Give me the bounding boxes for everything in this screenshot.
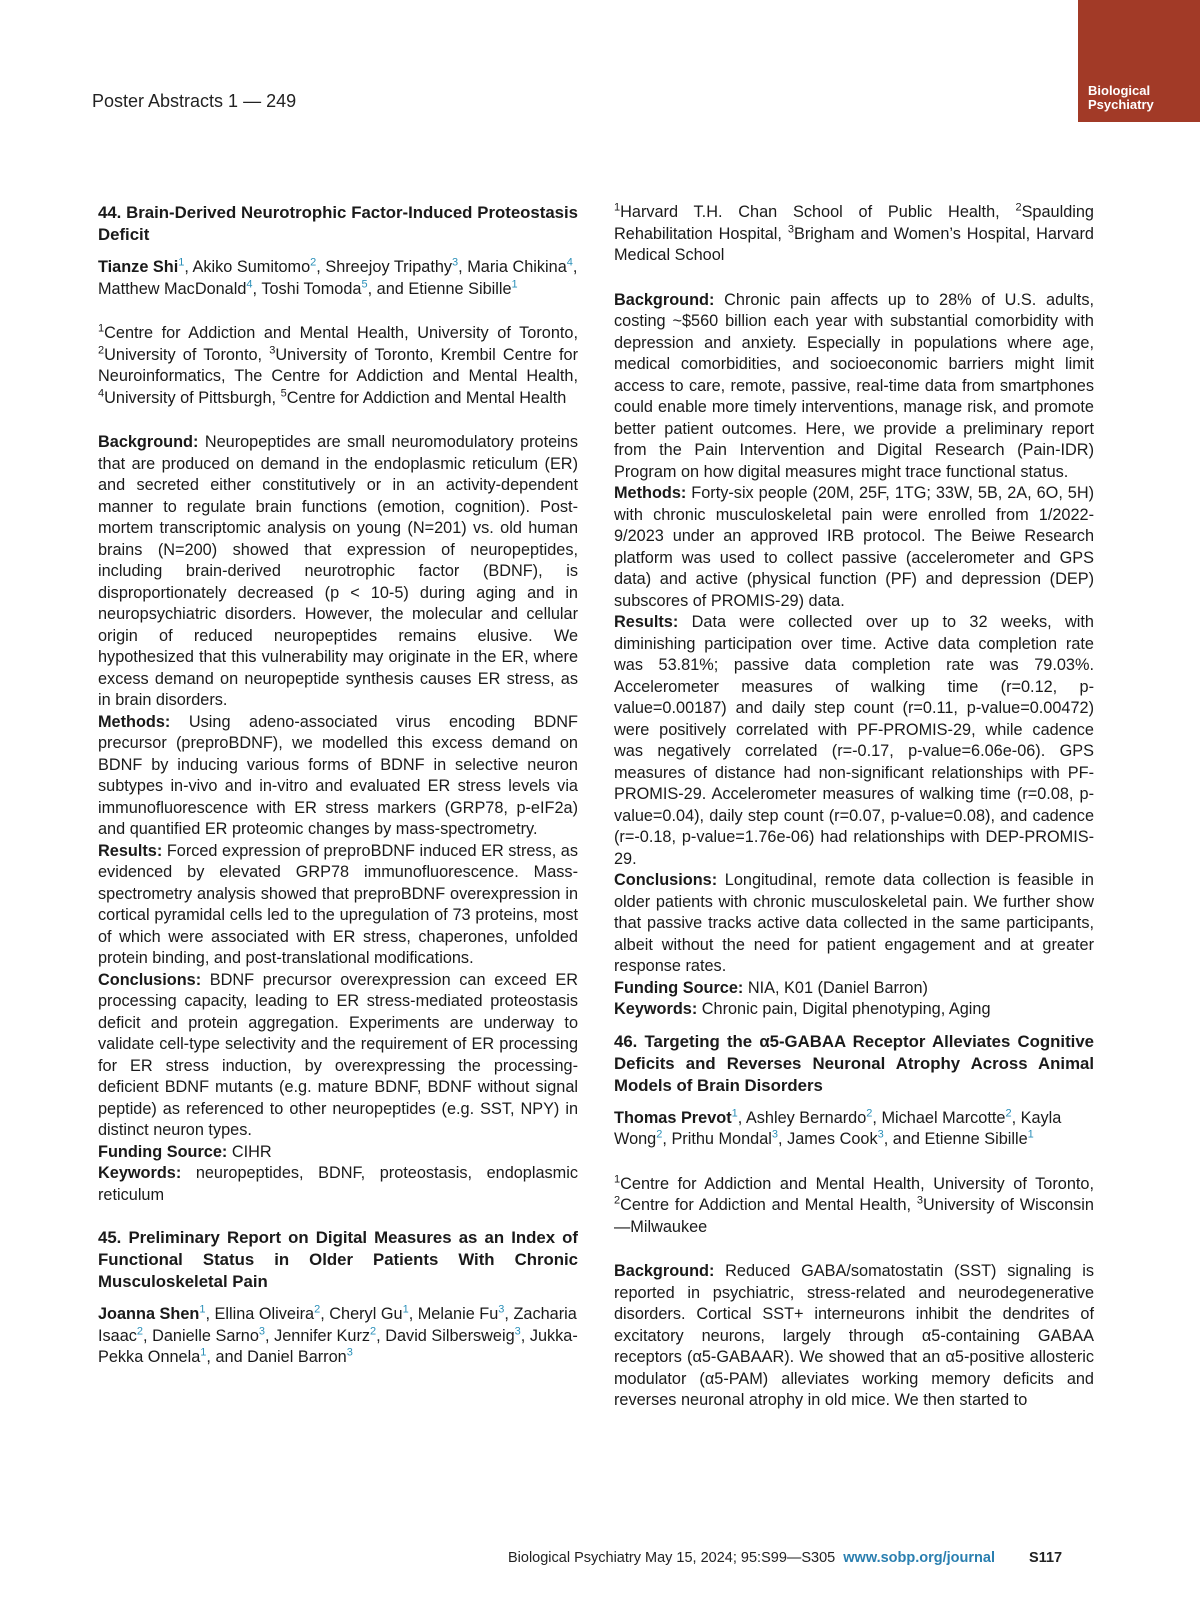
author-affiliation-marker: 1 (199, 1303, 206, 1316)
abstract-section (614, 1261, 1094, 1412)
section-label: Background: (98, 433, 205, 451)
affiliation-marker: 2 (98, 344, 105, 357)
affiliation-text: University of Wisconsin—Milwaukee (614, 1196, 1094, 1236)
section-label: Methods: (614, 484, 692, 502)
author-list: Tianze Shi$^1$, Akiko Sumitomo$^2$, Shreejoy Tripathy$^3$, Maria Chikina$^4$, Matthew MacDonald$^4$, Toshi Tomoda$^5$, and Etienne Sibille$^1$ (98, 256, 578, 298)
author-affiliation-marker: 2 (866, 1107, 873, 1120)
abstract-title: 44. Brain-Derived Neurotrophic Factor-Induced Proteostasis Deficit (98, 203, 578, 244)
author-name: Prithu Mondal (671, 1130, 772, 1148)
abstract-body (98, 432, 578, 1206)
author-affiliation-marker: 2 (370, 1325, 377, 1338)
affiliation-text: University of Toronto, (104, 345, 270, 364)
author-affiliation-marker: 2 (1005, 1107, 1012, 1120)
author-affiliation-marker: 2 (656, 1128, 663, 1141)
section-text: Using adeno-associated virus encoding BDNF precursor (preproBDNF), we modelled this excess demand on BDNF by inducing various forms of BDNF in selective neuron subtypes in-vivo and in-vitro and evaluated ER stress levels via immunofluorescence with ER stress markers (GRP78, p-eIF2a) and quantified ER proteomic changes by mass-spectrometry. (98, 712, 578, 838)
section-text: Chronic pain, Digital phenotyping, Aging (701, 1000, 991, 1018)
abstract-body (614, 290, 1094, 1021)
author-affiliation-marker: 3 (258, 1325, 266, 1338)
section-text: Reduced GABA/somatostatin (SST) signaling is reported in psychiatric, stress-related and neurodegenerative disorders. Cortical SST+ interneurons inhibit the dendrites of excitatory neurons, largely through α5-containing GABAA receptors (α5-GABAAR). We showed that an α5-positive allosteric modulator (α5-PAM) alleviates working memory deficits and reverses neuronal atrophy in old mice. We then started to (614, 1262, 1094, 1409)
section-text: Chronic pain affects up to 28% of U.S. adults, costing ~$560 billion each year with substantial comorbidity with depression and anxiety. Especially in populations where age, medical comorbidities, and socioeconomic barriers might limit access to care, remote, passive, real-time data from smartphones could enable more timely interventions, manage risk, and promote better patient outcomes. Here, we provide a preliminary report from the Pain Intervention and Digital Research (Pain-IDR) Program on how digital measures might trace functional status. (614, 290, 1094, 481)
abstract-section (614, 483, 1094, 612)
section-text: Forced expression of preproBDNF induced ER stress, as evidenced by elevated GRP78 immunofluorescence. Mass-spectrometry analysis showed that preproBDNF overexpression in cortical pyramidal cells led to the upregulation of 73 proteins, most of which were associated with ER stress, chaperones, unfolded protein binding, and post-translational modifications. (98, 841, 578, 967)
abstract-section (98, 841, 578, 970)
abstract-title: 46. Targeting the α5-GABAA Receptor Alleviates Cognitive Deficits and Reverses Neuronal Atrophy Across Animal Models of Brain Disorders (614, 1031, 1094, 1095)
affiliation-marker: 1 (98, 322, 105, 335)
author-affiliation-marker: 3 (452, 256, 459, 269)
author-name: Maria Chikina (467, 258, 567, 276)
abstract-section (614, 999, 1094, 1021)
affiliation-text: Centre for Addiction and Mental Health, (620, 1196, 917, 1214)
section-text: Forty-six people (20M, 25F, 1TG; 33W, 5B, 2A, 6O, 5H) with chronic musculoskeletal pain were enrolled from 1/2022-9/2023 under an approved IRB protocol. The Beiwe Research platform was used to collect passive (accelerometer and GPS data) and active (physical function (PF) and depression (DEP) subscores of PROMIS-29) data. (614, 484, 1095, 610)
section-label: Results: (614, 613, 692, 631)
section-label: Funding Source: (98, 1142, 232, 1161)
author-affiliation-marker: 2 (314, 1303, 321, 1316)
abstract-section (98, 432, 578, 712)
author-affiliation-marker: 2 (136, 1325, 144, 1338)
section-label: Results: (98, 841, 167, 860)
affiliation-text: Centre for Addiction and Mental Health, University of Toronto, (104, 324, 578, 342)
author-affiliation-marker: 3 (514, 1325, 521, 1338)
affiliation-marker: 2 (614, 1194, 621, 1207)
author-name: Joanna Shen (98, 1305, 200, 1323)
author-affiliation-marker: 3 (346, 1346, 353, 1359)
affiliation-marker: 5 (280, 387, 287, 400)
abstract-title: 45. Preliminary Report on Digital Measures as an Index of Functional Status in Older Patients With Chronic Musculoskeletal Pain (98, 1228, 578, 1291)
journal-tab-label: Biological Psychiatry (1088, 83, 1154, 112)
author-name: David Silbersweig (385, 1326, 515, 1345)
author-affiliation-marker: 1 (511, 278, 518, 291)
section-label: Methods: (98, 712, 189, 731)
section-label: Background: (614, 290, 725, 309)
right-column (614, 202, 1094, 1412)
author-name: Jukka-Pekka Onnela (98, 1326, 578, 1366)
affiliation-text: Harvard T.H. Chan School of Public Health, (620, 203, 1016, 221)
journal-link[interactable]: www.sobp.org/journal (843, 1550, 995, 1566)
abstract-section (614, 978, 1094, 1000)
section-label: Conclusions: (614, 871, 725, 889)
section-text: Data were collected over up to 32 weeks, with diminishing participation over time. Active data completion rate was 53.81%; passive data completion rate was 79.03%. Accelerometer measures of walking time (r=0.12, p-value=0.00187) and daily step count (r=0.11, p-value=0.00472) were positively correlated with PF-PROMIS-29, while cadence was negatively correlated (r=-0.17, p-value=6.06e-06). GPS measures of distance had non-significant relationships with PF-PROMIS-29. Accelerometer measures of walking time (r=0.08, p-value=0.04), daily step count (r=0.07, p-value=0.08), and cadence (r=-0.18, p-value=1.76e-06) had relationships with DEP-PROMIS-29. (614, 613, 1094, 868)
affiliation-text: Brigham and Women’s Hospital, Harvard Medical School (614, 224, 1094, 264)
author-affiliation-marker: 2 (310, 256, 317, 269)
section-label: Conclusions: (98, 970, 210, 989)
section-text: Neuropeptides are small neuromodulatory proteins that are produced on demand in the endoplasmic reticulum (ER) and secreted either constitutively or in an activity-dependent manner to regulate brain functions (emotion, cognition). Post-mortem transcriptomic analysis on young (N=201) vs. old human brains (N=200) showed that expression of neuropeptides, including brain-derived neurotrophic factor (BDNF), is disproportionately decreased (p < 10-5) during aging and in neuropsychiatric disorders. However, the molecular and cellular origin of reduced neuropeptides remains elusive. We hypothesized that this vulnerability may originate in the ER, where excess demand on neuropeptide synthesis causes ER stress, as in brain disorders. (98, 433, 578, 709)
affiliation-marker: 3 (916, 1194, 924, 1207)
author-name: Thomas Prevot (614, 1108, 732, 1127)
footer-citation: Biological Psychiatry May 15, 2024; 95:S99—S305 (508, 1550, 836, 1566)
affiliation-marker: 1 (614, 1173, 621, 1186)
section-label: Funding Source: (614, 978, 748, 997)
affiliation-text: University of Pittsburgh, (104, 388, 281, 407)
author-affiliation-marker: 3 (498, 1303, 505, 1316)
affiliations (614, 202, 1094, 267)
author-name: Ellina Oliveira (214, 1305, 315, 1323)
running-head: Poster Abstracts 1 — 249 (92, 91, 297, 111)
author-name: Danielle Sarno (152, 1326, 259, 1345)
section-text: BDNF precursor overexpression can exceed ER processing capacity, leading to ER stress-mediated proteostasis deficit and protein aggregation. Experiments are underway to validate cell-type selectivity and the requirement of ER processing for ER stress induction, by overexpressing the processing-deficient BDNF mutants (e.g. mature BDNF, BDNF without signal peptide) as referenced to other neuropeptides (e.g. SST, NPY) in distinct neuron types. (98, 970, 578, 1139)
author-name: James Cook (787, 1130, 878, 1148)
affiliation-text: University of Toronto, Krembil Centre for Neuroinformatics, The Centre for Addiction and Mental Health, (98, 345, 578, 385)
abstract-section (614, 870, 1094, 978)
affiliation-marker: 1 (614, 201, 621, 214)
abstract-body (614, 1261, 1094, 1412)
author-name: Tianze Shi (98, 258, 179, 276)
section-label: Keywords: (98, 1164, 196, 1182)
abstract-section (614, 290, 1094, 484)
section-text: neuropeptides, BDNF, proteostasis, endoplasmic reticulum (98, 1164, 578, 1204)
affiliation-marker: 2 (1015, 201, 1022, 214)
author-affiliation-marker: 1 (200, 1346, 207, 1359)
abstract-section (614, 612, 1094, 870)
author-affiliation-marker: 1 (1027, 1128, 1034, 1141)
author-affiliation-marker: 4 (566, 256, 573, 269)
abstract-section (98, 1163, 578, 1206)
author-name: Daniel Barron (247, 1348, 347, 1366)
affiliation-text: Spaulding Rehabilitation Hospital, (614, 203, 1094, 243)
affiliation-marker: 3 (787, 223, 794, 236)
abstract-46 (614, 1031, 1094, 1412)
author-affiliation-marker: 3 (877, 1128, 884, 1141)
left-column (98, 202, 578, 1392)
affiliation-text: Centre for Addiction and Mental Health (286, 388, 567, 407)
author-affiliation-marker: 1 (402, 1303, 409, 1316)
abstract-45 (98, 1227, 578, 1369)
section-text: CIHR (231, 1142, 272, 1161)
affiliation-marker: 4 (98, 387, 105, 400)
affiliation-marker: 3 (269, 344, 276, 357)
author-name: Matthew MacDonald (98, 279, 247, 298)
journal-tab (1078, 0, 1200, 122)
abstract-44 (98, 202, 578, 1206)
author-affiliation-marker: 5 (361, 278, 368, 291)
author-name: Michael Marcotte (881, 1108, 1006, 1127)
section-label: Keywords: (614, 1000, 702, 1018)
author-affiliation-marker: 3 (771, 1128, 779, 1141)
section-text: Longitudinal, remote data collection is feasible in older patients with chronic musculoskeletal pain. We further show that passive tracks active data collected in the same participants, albeit without the need for patient engagement and at greater response rates. (614, 871, 1094, 975)
page-footer (508, 1550, 1062, 1566)
author-name: Etienne Sibille (408, 279, 512, 298)
author-list: Thomas Prevot$^1$, Ashley Bernardo$^2$, Michael Marcotte$^2$, Kayla Wong$^2$, Prithu Mondal$^3$, James Cook$^3$, and Etienne Sibille$^1$ (614, 1107, 1062, 1148)
author-name: Melanie Fu (417, 1305, 499, 1323)
abstract-section (98, 970, 578, 1142)
author-name: Etienne Sibille (924, 1130, 1028, 1148)
page-number: S117 (1029, 1550, 1063, 1566)
author-name: Ashley Bernardo (745, 1108, 867, 1127)
affiliations (98, 323, 578, 409)
author-name: Kayla Wong (614, 1108, 1062, 1148)
author-name: Akiko Sumitomo (192, 258, 311, 276)
section-label: Background: (614, 1262, 726, 1280)
affiliations (614, 1174, 1094, 1239)
author-affiliation-marker: 1 (178, 256, 185, 269)
author-name: Toshi Tomoda (261, 279, 362, 298)
author-name: Zacharia Isaac (98, 1305, 577, 1345)
author-list: Joanna Shen$^1$, Ellina Oliveira$^2$, Cheryl Gu$^1$, Melanie Fu$^3$, Zacharia Isaac$^2$, Danielle Sarno$^3$, Jennifer Kurz$^2$, David Silbersweig$^3$, Jukka-Pekka Onnela$^1$, and Daniel Barron$^3$ (98, 1303, 578, 1366)
author-name: Jennifer Kurz (274, 1326, 371, 1345)
author-affiliation-marker: 1 (731, 1107, 738, 1120)
affiliation-text: Centre for Addiction and Mental Health, University of Toronto, (620, 1174, 1094, 1193)
author-name: Shreejoy Tripathy (325, 258, 453, 276)
section-text: NIA, K01 (Daniel Barron) (747, 978, 928, 997)
author-name: Cheryl Gu (329, 1305, 403, 1323)
abstract-section (98, 712, 578, 841)
author-affiliation-marker: 4 (246, 278, 253, 291)
abstract-section (98, 1142, 578, 1164)
